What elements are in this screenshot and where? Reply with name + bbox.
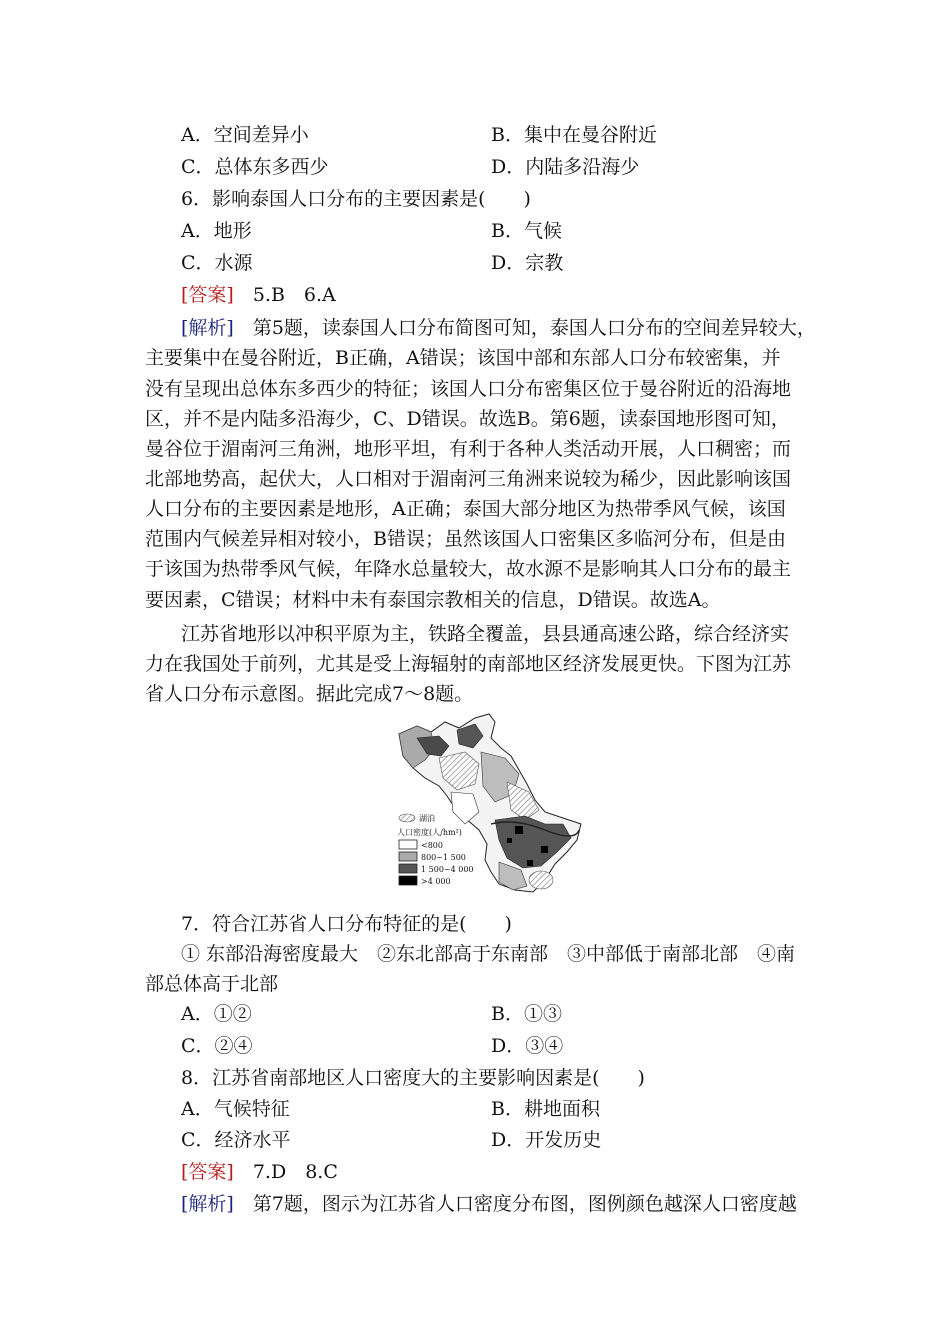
legend-lake-icon	[399, 814, 415, 822]
q6-option-a: A．地形	[181, 220, 252, 242]
analysis-1-line-1: 主要集中在曼谷附近，B正确，A错误；该国中部和东部人口分布较密集，并	[145, 347, 781, 369]
legend-item-2: 800~1 500	[421, 853, 466, 862]
intro-line-2: 省人口分布示意图。据此完成7～8题。	[145, 683, 474, 705]
intro-line-0: 江苏省地形以冲积平原为主，铁路全覆盖，县县通高速公路，综合经济实	[181, 623, 790, 645]
q7-option-c: C．②④	[181, 1035, 253, 1057]
answer-tag: [答案]	[181, 1161, 234, 1183]
analysis-1-line-9: 要因素，C错误；材料中未有泰国宗教相关的信息，D错误。故选A。	[145, 589, 721, 611]
q7-stem: 7．符合江苏省人口分布特征的是( )	[181, 913, 512, 935]
region-black-4	[507, 838, 512, 843]
q8-stem: 8．江苏省南部地区人口密度大的主要影响因素是( )	[181, 1067, 645, 1089]
answer-text: 5.B 6.A	[233, 284, 336, 306]
legend-swatch-4	[399, 876, 417, 885]
q7-option-a: A．①②	[181, 1003, 252, 1025]
analysis-tag: [解析]	[181, 317, 234, 339]
analysis-tag: [解析]	[181, 1193, 234, 1215]
analysis-1-line-8: 于该国为热带季风气候，年降水总量较大，故水源不是影响其人口分布的最主	[145, 558, 792, 580]
legend-item-1: <800	[421, 841, 443, 850]
q5-option-a: A．空间差异小	[181, 124, 309, 146]
analysis-1-line-4: 曼谷位于湄南河三角洲，地形平坦，有利于各种人类活动开展，人口稠密；而	[145, 438, 792, 460]
analysis-1-line-7: 范围内气候差异相对较小，B错误；虽然该国人口密集区多临河分布，但是由	[145, 528, 786, 550]
legend-swatch-2	[399, 852, 417, 861]
q6-option-c: C．水源	[181, 252, 253, 274]
answer-2	[181, 1160, 338, 1184]
q5-option-c: C．总体东多西少	[181, 156, 329, 178]
analysis-1-line-2: 没有呈现出总体东多西少的特征；该国人口分布密集区位于曼谷附近的沿海地	[145, 378, 792, 400]
q6-option-b: B．气候	[491, 220, 562, 242]
answer-text: 7.D 8.C	[233, 1161, 338, 1183]
legend-item-3: 1 500~4 000	[421, 865, 474, 874]
q5-option-d: D．内陆多沿海少	[491, 156, 640, 178]
region-black-2	[541, 846, 548, 853]
legend-item-4: >4 000	[421, 877, 451, 886]
analysis-2-line-0: [解析] 第7题，图示为江苏省人口密度分布图，图例颜色越深人口密度越	[181, 1193, 797, 1215]
q7-choices-line-2: 部总体高于北部	[145, 973, 279, 995]
analysis-1-line-5: 北部地势高，起伏大，人口相对于湄南河三角洲来说较为稀少，因此影响该国	[145, 468, 792, 490]
region-black-3	[527, 860, 533, 866]
q8-option-d: D．开发历史	[491, 1129, 602, 1151]
legend-lake-label: 湖泊	[419, 814, 435, 823]
analysis-1-line-6: 人口分布的主要因素是地形，A正确；泰国大部分地区为热带季风气候，该国	[145, 498, 786, 520]
analysis-1-line-0: [解析] 第5题，读泰国人口分布简图可知，泰国人口分布的空间差异较大，	[181, 317, 816, 339]
answer-tag: [答案]	[181, 284, 234, 306]
q6-option-d: D．宗教	[491, 252, 564, 274]
legend-swatch-1	[399, 840, 417, 849]
answer-1	[181, 283, 336, 307]
region-black-1	[515, 826, 523, 834]
analysis-1-line-3: 区，并不是内陆多沿海少，C、D错误。故选B。第6题，读泰国地形图可知，	[145, 408, 790, 430]
q6-stem: 6．影响泰国人口分布的主要因素是( )	[181, 188, 531, 210]
q8-option-b: B．耕地面积	[491, 1098, 600, 1120]
legend-title: 人口密度(人/hm²)	[397, 828, 462, 837]
q8-option-a: A．气候特征	[181, 1098, 290, 1120]
intro-line-1: 力在我国处于前列，尤其是受上海辐射的南部地区经济发展更快。下图为江苏	[145, 653, 792, 675]
lake-taihu	[529, 871, 553, 889]
jiangsu-population-map	[395, 712, 585, 896]
q7-option-d: D．③④	[491, 1035, 564, 1057]
legend-swatch-3	[399, 864, 417, 873]
q8-option-c: C．经济水平	[181, 1129, 291, 1151]
q5-option-b: B．集中在曼谷附近	[491, 124, 657, 146]
q7-option-b: B．①③	[491, 1003, 562, 1025]
q7-choices-line-1: ① 东部沿海密度最大 ②东北部高于东南部 ③中部低于南部北部 ④南	[181, 943, 796, 965]
